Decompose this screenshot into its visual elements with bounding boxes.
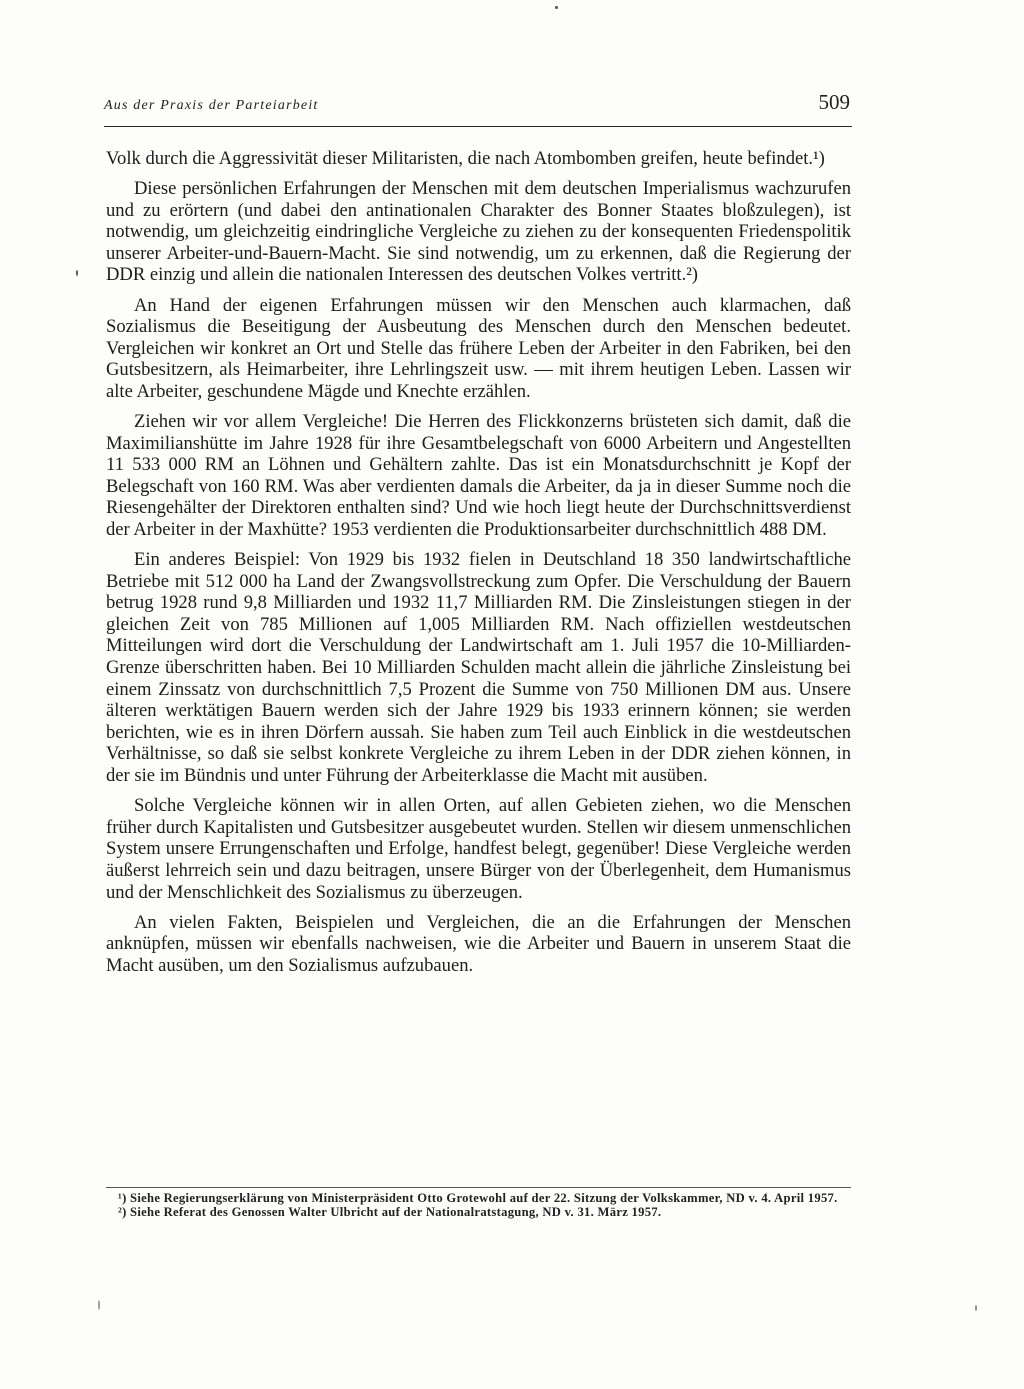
running-header bbox=[104, 92, 852, 127]
paragraph-continued: Volk durch die Aggressivität dieser Militaristen, die nach Atombomben greifen, heute befindet.¹) bbox=[106, 148, 825, 169]
paragraph: An vielen Fakten, Beispielen und Vergleichen, die an die Erfahrungen der Menschen anknüpfen, müssen wir ebenfalls nachweisen, wie die Arbeiter und Bauern in unserem Staat die Macht ausüben, um den Sozialismus aufzubauen. bbox=[106, 911, 851, 976]
scan-speck bbox=[98, 1300, 100, 1310]
footnote-2: ²) Siehe Referat des Genossen Walter Ulbricht auf der Nationalratstagung, ND v. 31. März 1957. bbox=[118, 1205, 662, 1220]
scan-speck bbox=[555, 6, 558, 9]
paragraph: Diese persönlichen Erfahrungen der Menschen mit dem deutschen Imperialismus wachzurufen und zu erörtern (und dabei den antinationalen Charakter des Bonner Staates bloßzulegen), ist notwendig, um gleichzeitig eindringliche Vergleiche zu ziehen zu der konsequenten Friedenspolitik unserer Arbeiter-und-Bauern-Macht. Sie sind notwendig, um zu erkennen, daß die Regierung der DDR einzig und allein die nationalen Interessen des deutschen Volkes vertritt.²) bbox=[106, 178, 851, 286]
paragraph: An Hand der eigenen Erfahrungen müssen wir den Menschen auch klarmachen, daß Sozialismus die Beseitigung der Ausbeutung des Menschen durch den Menschen bedeutet. Vergleichen wir konkret an Ort und Stelle das frühere Leben der Arbeiter in den Fabriken, bei den Gutsbesitzern, als Heimarbeiter, ihre Lehrlingszeit usw. — mit ihrem heutigen Leben. Lassen wir alte Arbeiter, geschundene Mägde und Knechte erzählen. bbox=[106, 294, 851, 402]
paragraph: Ein anderes Beispiel: Von 1929 bis 1932 fielen in Deutschland 18 350 landwirtschaftliche Betriebe mit 512 000 ha Land der Zwangsvollstreckung zum Opfer. Die Verschuldung der Bauern betrug 1928 rund 9,8 Milliarden und 1932 11,7 Milliarden RM. Die Zinsleistungen stiegen in der gleichen Zeit von 785 Millionen auf 1,005 Milliarden RM. Nach offiziellen westdeutschen Mitteilungen wird dort die Verschuldung der Landwirtschaft am 1. Juli 1957 die 10-Milliarden-Grenze überschritten haben. Bei 10 Milliarden Schulden macht allein die jährliche Zinsleistung bei einem Zinssatz von durchschnittlich 7,5 Prozent die Summe von 750 Millionen DM aus. Unsere älteren werktätigen Bauern werden sich der Jahre 1929 bis 1933 erinnern können; sie werden berichten, wie es in ihren Dörfern aussah. Sie haben zum Teil auch Einblick in die westdeutschen Verhältnisse, so daß sie selbst konkrete Vergleiche zu ihrem Leben in der DDR ziehen können, in der sie im Bündnis und unter Führung der Arbeiterklasse die Macht mit ausüben. bbox=[106, 549, 851, 787]
footnote-1: ¹) Siehe Regierungserklärung von Ministerpräsident Otto Grotewohl auf der 22. Sitzung der Volkskammer, ND v. 4. April 1957. bbox=[118, 1191, 838, 1205]
running-title: Aus der Praxis der Parteiarbeit bbox=[104, 98, 319, 113]
scan-speck bbox=[76, 270, 78, 276]
page-number: 509 bbox=[818, 90, 850, 114]
scan-speck bbox=[975, 1305, 977, 1311]
paragraph: Solche Vergleiche können wir in allen Orten, auf allen Gebieten ziehen, wo die Menschen früher durch Kapitalisten und Gutsbesitzer ausgebeutet wurden. Stellen wir diesem unmenschlichen System unsere Errungenschaften und Erfolge, handfest belegt, gegenüber! Diese Vergleiche werden äußerst lehrreich sein und dazu beitragen, unsere Bürger von der Überlegenheit, dem Humanismus und der Menschlichkeit des Sozialismus zu überzeugen. bbox=[106, 795, 851, 903]
body-text bbox=[106, 148, 851, 985]
footnotes bbox=[106, 1187, 851, 1220]
paragraph: Ziehen wir vor allem Vergleiche! Die Herren des Flickkonzerns brüsteten sich damit, daß die Maximilianshütte im Jahre 1928 für ihre Gesamtbelegschaft von 6000 Arbeitern und Angestellten 11 533 000 RM an Löhnen und Gehältern zahlte. Das ist ein Monatsdurchschnitt je Kopf der Belegschaft von 160 RM. Was aber verdienten damals die Arbeiter, da ja in dieser Summe noch die Riesengehälter der Direktoren enthalten sind? Und wie hoch liegt heute der Durchschnittsverdienst der Arbeiter in der Maxhütte? 1953 verdienten die Produktionsarbeiter durchschnittlich 488 DM. bbox=[106, 411, 851, 540]
